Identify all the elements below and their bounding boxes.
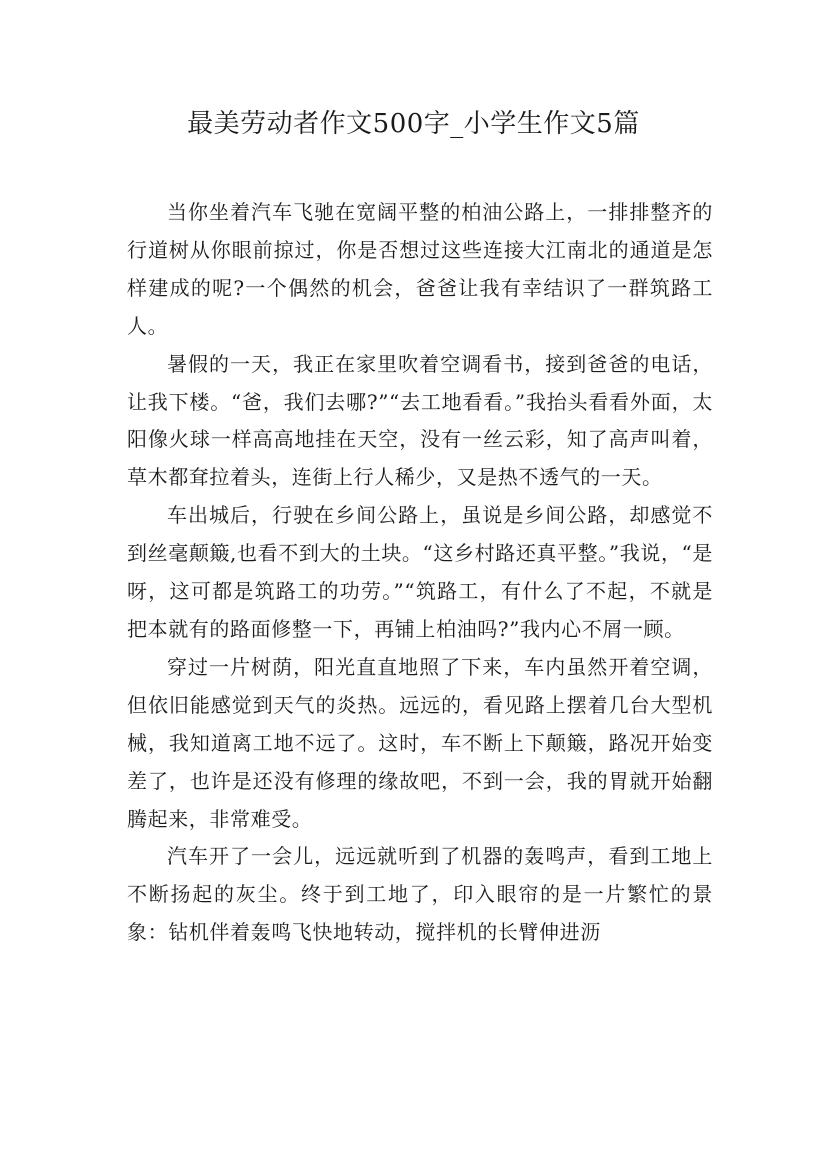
paragraph-3: 车出城后，行驶在乡间公路上，虽说是乡间公路，却感觉不到丝毫颠簸,也看不到大的土块。“这乡村路还真平整。”我说，“是呀，这可都是筑路工的功劳。”“筑路工，有什么了不起，不就是把本就有的路面修整一下，再铺上柏油吗?”我内心不屑一顾。 (127, 503, 713, 641)
paragraph-1: 当你坐着汽车飞驰在宽阔平整的柏油公路上，一排排整齐的行道树从你眼前掠过，你是否想过这些连接大江南北的通道是怎样建成的呢?一个偶然的机会，爸爸让我有幸结识了一群筑路工人。 (127, 200, 713, 338)
document-body (127, 194, 713, 952)
document-title: 最美劳动者作文500字_小学生作文5篇 (187, 109, 640, 139)
paragraph-4: 穿过一片树荫，阳光直直地照了下来，车内虽然开着空调，但依旧能感觉到天气的炎热。远远的，看见路上摆着几台大型机械，我知道离工地不远了。这时，车不断上下颠簸，路况开始变差了，也许是还没有修理的缘故吧，不到一会，我的胃就开始翻腾起来，非常难受。 (127, 654, 713, 831)
paragraph-2: 暑假的一天，我正在家里吹着空调看书，接到爸爸的电话，让我下楼。“爸，我们去哪?”“去工地看看。”我抬头看看外面，太阳像火球一样高高地挂在天空，没有一丝云彩，知了高声叫着，草木都耷拉着头，连街上行人稀少，又是热不透气的一天。 (127, 351, 713, 490)
paragraph-5: 汽车开了一会儿，远远就听到了机器的轰鸣声，看到工地上不断扬起的灰尘。终于到工地了，印入眼帘的是一片繁忙的景象：钻机伴着轰鸣飞快地转动，搅拌机的长臂伸进沥 (127, 844, 713, 945)
